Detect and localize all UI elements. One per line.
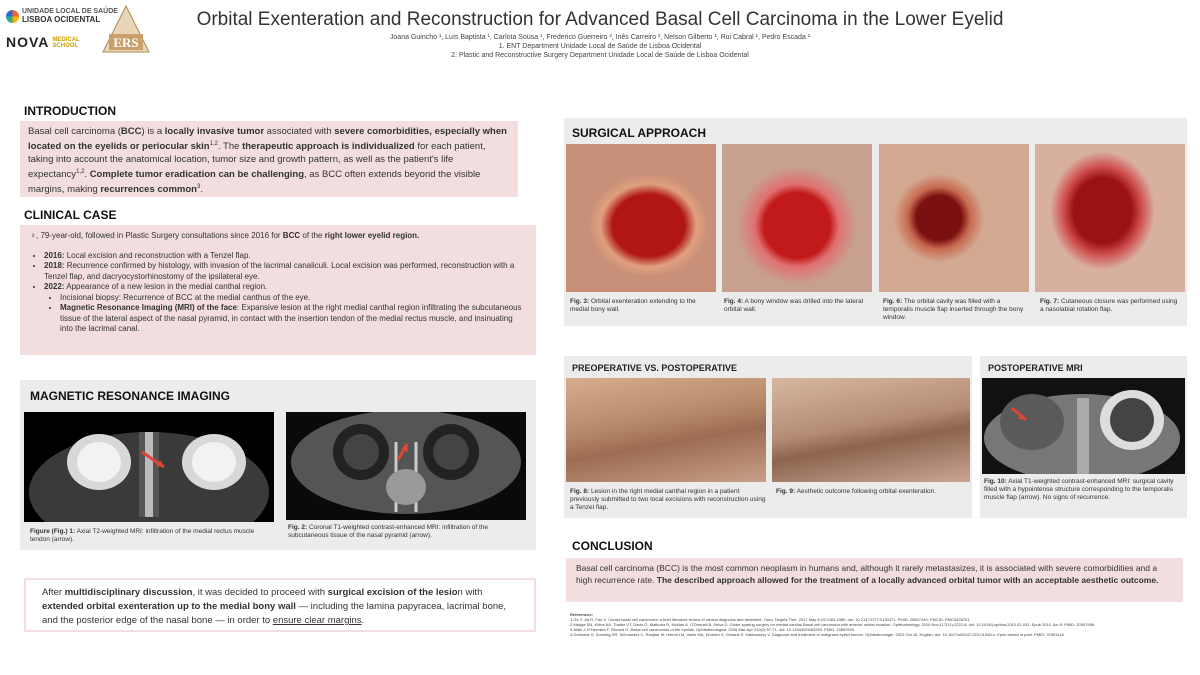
conclusion-text: Basal cell carcinoma (BCC) is the most common neoplasm in humans and, although it rarely metastasizes, it is associated with severe comorbidities and a high recurrence rate.	[576, 563, 1158, 585]
history-item-2022	[44, 282, 526, 335]
intro-text: Basal cell carcinoma (	[28, 126, 121, 137]
conclusion-box	[566, 558, 1183, 602]
intro-bold: Complete tumor eradication can be challenging	[89, 169, 305, 181]
decision-text: .	[361, 615, 365, 626]
prepost-heading: PREOPERATIVE VS. POSTOPERATIVE	[572, 363, 738, 373]
fig7-caption	[1040, 298, 1182, 314]
nova-logo-text: NOVA	[6, 34, 50, 50]
introduction-box	[20, 121, 518, 197]
fig10-caption	[984, 478, 1184, 502]
intro-bold: severe comorbidities, especially when located on the eyelids or periocular skin	[28, 126, 507, 153]
postop-mri-panel	[980, 356, 1187, 518]
fig8-photo	[566, 378, 766, 482]
mri-heading: MAGNETIC RESONANCE IMAGING	[30, 389, 231, 403]
fig1-mri-image	[24, 412, 274, 522]
uls-logo-line2: LISBOA OCIDENTAL	[22, 15, 101, 24]
reference-item: 1.Ge Y, Jia R, Fan X. Ocular basal cell carcinoma: a brief literature review of clinical diagnosis and treatment. Onco Targets Ther. 2017 May 8;10:2483-2489. doi: 10.2147/OTT.S130371. PMID: 28507440; PMCID: PMC5428761.	[570, 617, 971, 622]
fig2-mri-image	[286, 412, 526, 520]
case-text: ♀, 79-year-old, followed in Plastic Surgery consultations since 2016 for	[30, 231, 283, 240]
prepost-panel	[564, 356, 972, 518]
intro-bold: recurrences common	[100, 184, 197, 196]
intro-bold: BCC	[120, 126, 142, 137]
intro-text: ) is a	[141, 126, 165, 137]
fig-label: Fig. 6:	[883, 298, 903, 305]
fig-label: Figure (Fig.) 1:	[30, 528, 76, 535]
fig9-caption	[776, 488, 970, 496]
references	[570, 612, 1182, 637]
case-text: of the	[300, 231, 325, 240]
sub-item-mri	[60, 303, 526, 335]
surgical-heading: SURGICAL APPROACH	[572, 126, 707, 140]
uls-logo-line1: UNIDADE LOCAL DE SAÚDE	[22, 8, 118, 15]
decision-bold: multidisciplinary discussion	[64, 587, 193, 598]
intro-bold: therapeutic approach is individualized	[242, 141, 415, 153]
history-list	[30, 251, 526, 335]
fig3-photo	[566, 144, 716, 292]
reference-item: 3.Allali J, D'Hermies F, Renard G. Basal cell carcinomas of the eyelids. Ophthalmologica. 2005 Mar-Apr;219(2):57-71. doi: 10.1159/000083263. PMID: 15802929.	[570, 627, 856, 632]
fig-text: A bony window was drilled into the lateral orbital wall.	[724, 298, 864, 313]
year-label: 2022:	[44, 282, 65, 291]
history-text: Recurrence confirmed by histology, with invasion of the lacrimal canaliculi. Local excision was performed, reconstruction with a Tenzel flap, and dacryocystorhinostomy of the ipsilateral eye.	[44, 261, 515, 281]
reference-item: 2.Madge SN, Khine AA, Thaller VT, Davis G, Malhotra R, McNab A, O'Donnell B, Selva D. Globe-sparing surgery for medial canthal Basal cell carcinoma with anterior orbital invasion. Ophthalmology. 2010 Nov;117(11):2222-8. doi: 10.1016/j.ophtha.2010.02.033. Epub 2010 Jun 8. PMID: 20557956.	[570, 622, 1096, 627]
fig-text: The orbital cavity was filled with a temporalis muscle flap inserted through the bony window.	[883, 298, 1024, 321]
fig9-photo	[772, 378, 970, 482]
decision-bold: surgical excision of the lesio	[327, 587, 458, 598]
svg-text:ERS: ERS	[113, 35, 139, 50]
fig-label: Fig. 9:	[776, 488, 796, 495]
fig2-caption	[288, 524, 526, 540]
fig-text: Axial T2-weighted MRI: infiltration of the medial rectus muscle tendon (arrow).	[30, 528, 255, 543]
logo-group	[6, 6, 156, 56]
history-text: Appearance of a new lesion in the medial canthal region.	[64, 282, 268, 291]
fig7-photo	[1035, 144, 1185, 292]
conclusion-heading: CONCLUSION	[572, 539, 653, 553]
reference-item: 4.Greismar S, Sonntag SR, Schonwerz C, Ranjbar M, Heindl LM, Vanle MA, Emmert S, Grisanti S, Kakkassery V. Diagnosis and treatment of malignant eyelid tumors. Ophthalmologie. 2023 Oct 18. English. doi: 10.1007/s00347-023-01945-x. Epub ahead of print. PMID: 37851118.	[570, 632, 1065, 637]
introduction-heading: INTRODUCTION	[24, 104, 116, 118]
fig-label: Fig. 2:	[288, 524, 308, 531]
decision-text: — including the lamina papyracea, lacrimal bone, and the posterior edge of the nasal bone — in order to	[42, 601, 507, 626]
year-label: 2018:	[44, 261, 65, 270]
fig-label: Fig. 7:	[1040, 298, 1060, 305]
intro-text: .	[84, 169, 90, 181]
fig-text: Cutaneous closure was performed using a nasolabial rotation flap.	[1040, 298, 1178, 313]
conclusion-bold: The described approach allowed for the treatment of a locally advanced orbital tumor with an acceptable aesthetic outcome.	[656, 575, 1159, 585]
intro-text: . The	[217, 141, 243, 153]
fig-label: Fig. 4:	[724, 298, 744, 305]
case-bold: right lower eyelid region.	[324, 231, 420, 240]
intro-bold: locally invasive tumor	[164, 126, 265, 137]
medical-line2: SCHOOL	[52, 43, 79, 50]
fig-text: Axial T1-weighted contrast-enhanced MRI: surgical cavity filled with a hypointense structure corresponding to the temporalis muscle flap (arrow). No signs of recurrence.	[984, 478, 1174, 501]
patient-intro	[30, 231, 526, 242]
mri-panel	[20, 380, 536, 550]
ers-logo	[101, 4, 151, 54]
references-heading: References:	[570, 612, 593, 617]
poster-title: Orbital Exenteration and Reconstruction for Advanced Basal Cell Carcinoma in the Lower Eyelid	[196, 9, 1004, 30]
surgical-panel	[564, 118, 1187, 326]
fig10-mri-image	[982, 378, 1185, 474]
authors: Joana Guincho ¹, Luís Baptista ¹, Carlota Sousa ¹, Frederico Guerreiro ², Inês Carreiro ², Nelson Gilberto ¹, Rui Cabral ¹, Pedro Escada ¹	[389, 34, 811, 41]
nova-logo	[6, 34, 80, 50]
history-item-2018	[44, 261, 526, 282]
fig8-caption	[570, 488, 766, 512]
fig-label: Fig. 10:	[984, 478, 1007, 485]
fig4-photo	[722, 144, 872, 292]
decision-text: , it was decided to proceed with	[192, 587, 328, 598]
clinical-case-box	[20, 225, 536, 355]
decision-box	[24, 578, 536, 632]
sub-text: : Expansive lesion at the right medial canthal region infiltrating the subcutaneous tissue of the lateral aspect of the nasal pyramid, in contact with the insertion tendon of the medial rectus muscle, and insinuating into the lacrimal canal.	[60, 303, 522, 333]
affiliation-2: 2. Plastic and Reconstructive Surgery Department Unidade Local de Saúde de Lisboa Ocidental	[451, 52, 749, 59]
intro-text: , as BCC often extends beyond the visible margins, making	[28, 169, 481, 196]
citation: 1,2	[76, 169, 85, 176]
sub-bold: Magnetic Resonance Imaging (MRI) of the face	[60, 303, 237, 312]
fig3-caption	[570, 298, 714, 314]
fig1-caption	[30, 528, 270, 544]
case-bold: BCC	[282, 231, 301, 240]
fig-label: Fig. 8:	[570, 488, 590, 495]
fig-text: Orbital exenteration extending to the medial bony wall.	[570, 298, 696, 313]
intro-text: associated with	[264, 126, 335, 137]
postop-mri-heading: POSTOPERATIVE MRI	[988, 363, 1083, 373]
intro-text: for each patient, taking into account the anatomical location, tumor size and growth pattern, as well as the patient's life expectancy	[28, 141, 486, 181]
sub-item-biopsy: • Incisional biopsy: Recurrence of BCC at the medial canthus of the eye.	[60, 293, 526, 304]
year-label: 2016:	[44, 250, 65, 260]
uls-ring-icon	[6, 10, 19, 23]
history-text: Local excision and reconstruction with a Tenzel flap.	[64, 250, 251, 260]
fig-label: Fig. 3:	[570, 298, 590, 305]
decision-bold: extended orbital exenteration up to the medial bony wall	[42, 601, 296, 612]
medical-line1: MEDICAL	[52, 37, 80, 44]
history-item-2016	[44, 251, 526, 262]
decision-text: n with	[457, 587, 483, 598]
fig-text: Coronal T1-weighted contrast-enhanced MRI: infiltration of the subcutaneous tissue of the nasal pyramid (arrow).	[288, 524, 489, 539]
fig-text: Aesthetic outcome following orbital exenteration.	[795, 488, 937, 495]
decision-underline: ensure clear margins	[272, 615, 362, 626]
fig-text: Lesion in the right medial canthal region in a patient previously submitted to two local excisions with reconstruction using a Tenzel flap.	[570, 488, 766, 511]
citation: 1,2	[209, 141, 218, 147]
fig4-caption	[724, 298, 870, 314]
clinical-case-heading: CLINICAL CASE	[24, 208, 117, 222]
citation: 3	[196, 184, 201, 191]
sub-list	[44, 293, 526, 335]
fig6-photo	[879, 144, 1029, 292]
fig6-caption	[883, 298, 1025, 322]
intro-text: .	[200, 184, 203, 196]
affiliation-1: 1. ENT Department Unidade Local de Saúde de Lisboa Ocidental	[498, 43, 702, 50]
author-block	[160, 33, 1040, 60]
decision-text: After	[42, 587, 65, 598]
